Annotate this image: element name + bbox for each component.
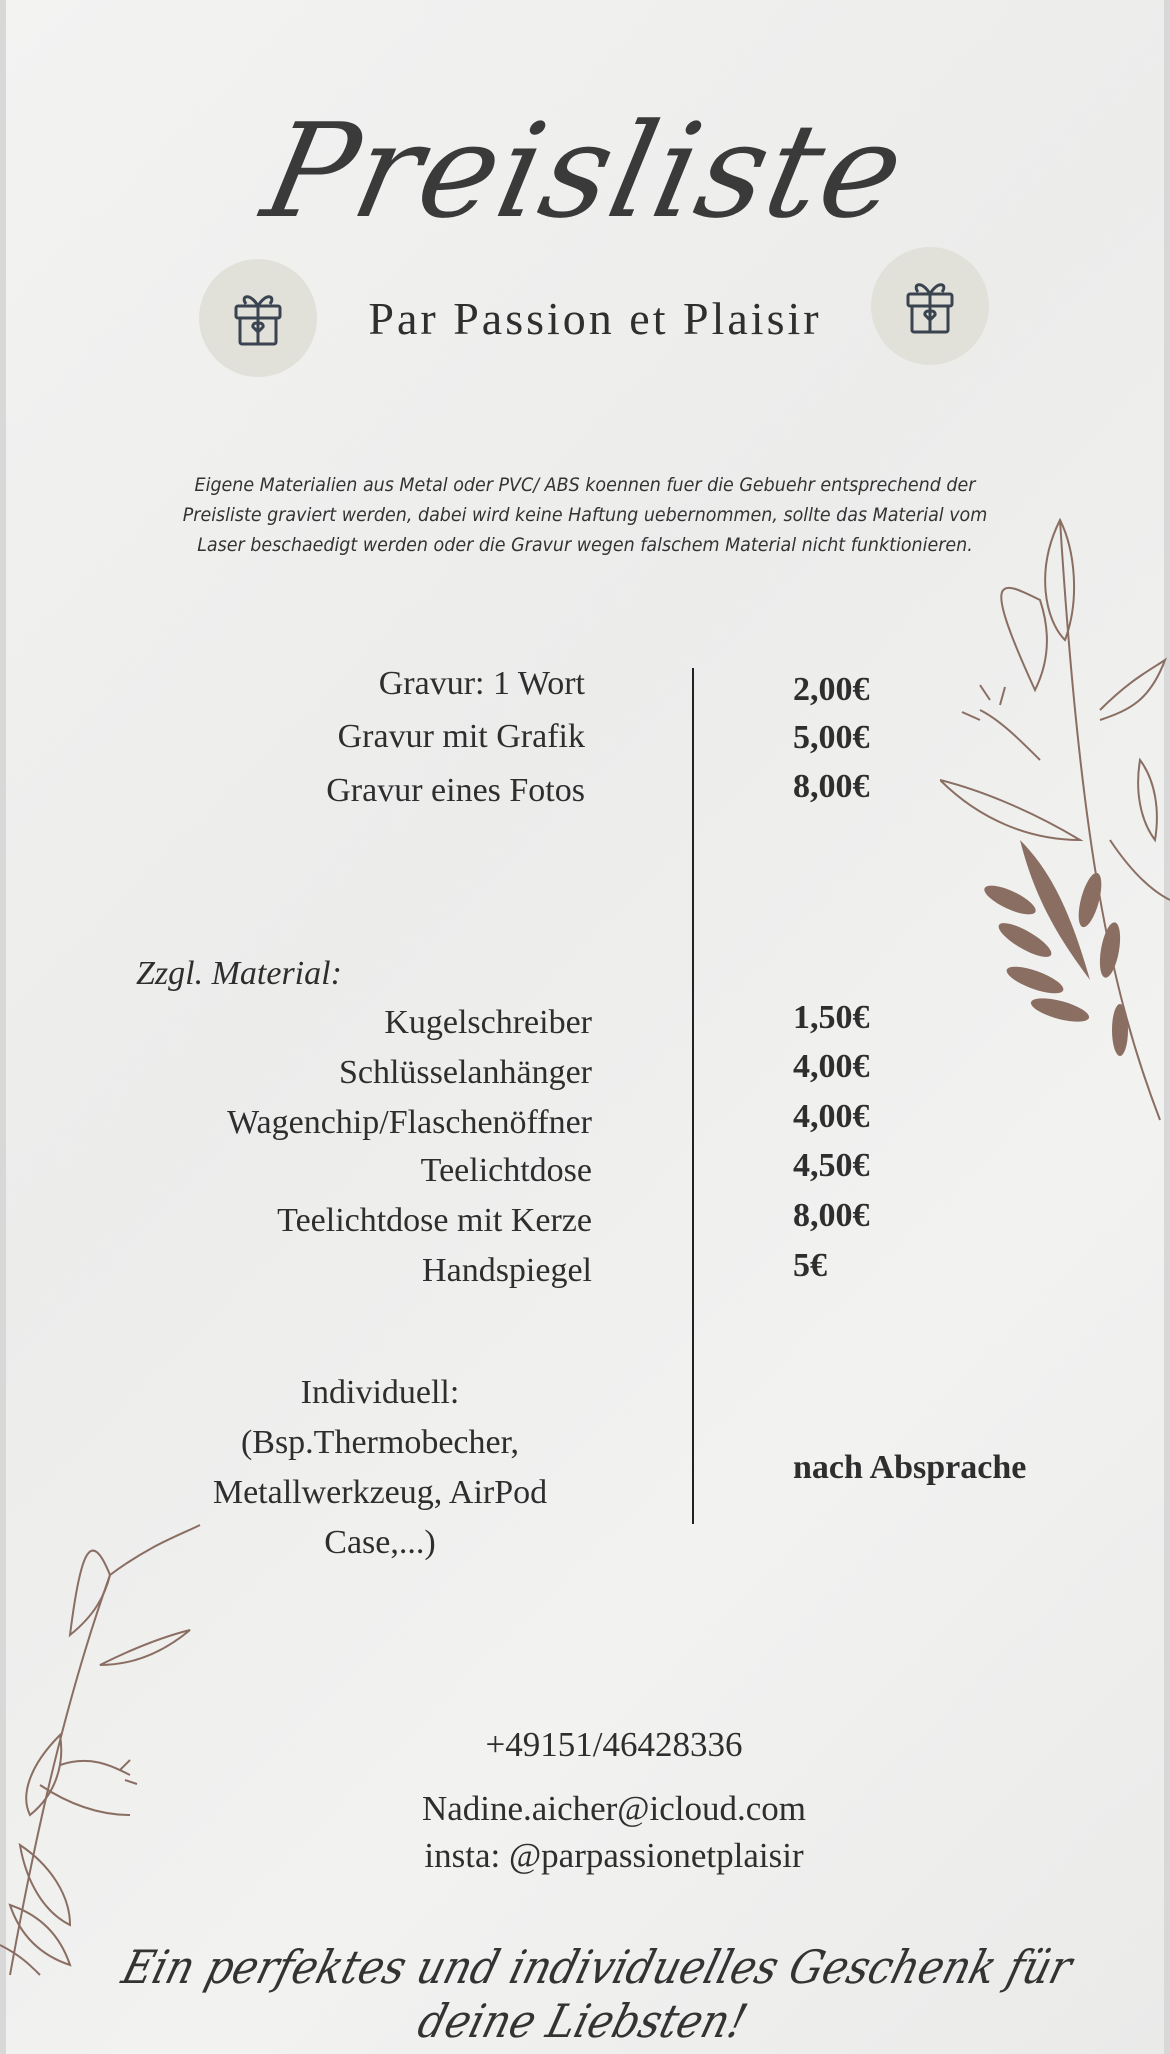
individual-line: Case,...) [324,1524,436,1561]
material-label: Handspiegel [422,1252,592,1289]
floral-decoration-right [940,510,1170,1130]
contact-phone[interactable]: +49151/46428336 [485,1725,743,1764]
gift-icon [199,259,317,377]
material-price: 5€ [793,1247,827,1284]
page-subtitle: Par Passion et Plaisir [368,293,822,344]
page-title: Preisliste [251,95,919,247]
disclaimer-text [176,470,995,560]
item-price: 2,00€ [793,671,870,708]
individual-line: Metallwerkzeug, AirPod [212,1474,548,1511]
material-heading: Zzgl. Material: [136,955,342,992]
disclaimer-line: Eigene Materialien aus Metal oder PVC/ ABS koennen fuer die Gebuehr entsprechend der [194,474,976,496]
gift-icon [871,247,989,365]
item-label: Gravur mit Grafik [337,718,585,755]
individual-price: nach Absprache [793,1449,1027,1486]
item-label: Gravur: 1 Wort [378,665,585,702]
individual-line: (Bsp.Thermobecher, [240,1424,520,1461]
material-price: 1,50€ [793,999,870,1036]
material-price: 4,50€ [793,1147,870,1184]
contact-instagram[interactable]: insta: @parpassionetplaisir [424,1836,804,1875]
material-price: 4,00€ [793,1098,870,1135]
material-label: Wagenchip/Flaschenöffner [227,1104,592,1141]
material-label: Kugelschreiber [384,1004,592,1041]
material-label: Teelichtdose [420,1152,592,1189]
individual-line: Individuell: [300,1374,460,1411]
disclaimer-line: Preisliste graviert werden, dabei wird keine Haftung uebernommen, sollte das Material vom [182,504,988,526]
item-price: 8,00€ [793,768,870,805]
footer-tagline: Ein perfektes und individuelles Geschenk für deine Liebsten! [116,1940,1078,2048]
column-divider [692,668,694,1524]
material-label: Teelichtdose mit Kerze [277,1202,592,1239]
contact-email[interactable]: Nadine.aicher@icloud.com [421,1789,807,1828]
material-price: 8,00€ [793,1197,870,1234]
material-label: Schlüsselanhänger [338,1054,592,1091]
item-label: Gravur eines Fotos [326,772,585,809]
material-price: 4,00€ [793,1048,870,1085]
item-price: 5,00€ [793,719,870,756]
individual-description [160,1368,600,1568]
disclaimer-line: Laser beschaedigt werden oder die Gravur wegen falschem Material nicht funktionieren. [197,534,973,556]
